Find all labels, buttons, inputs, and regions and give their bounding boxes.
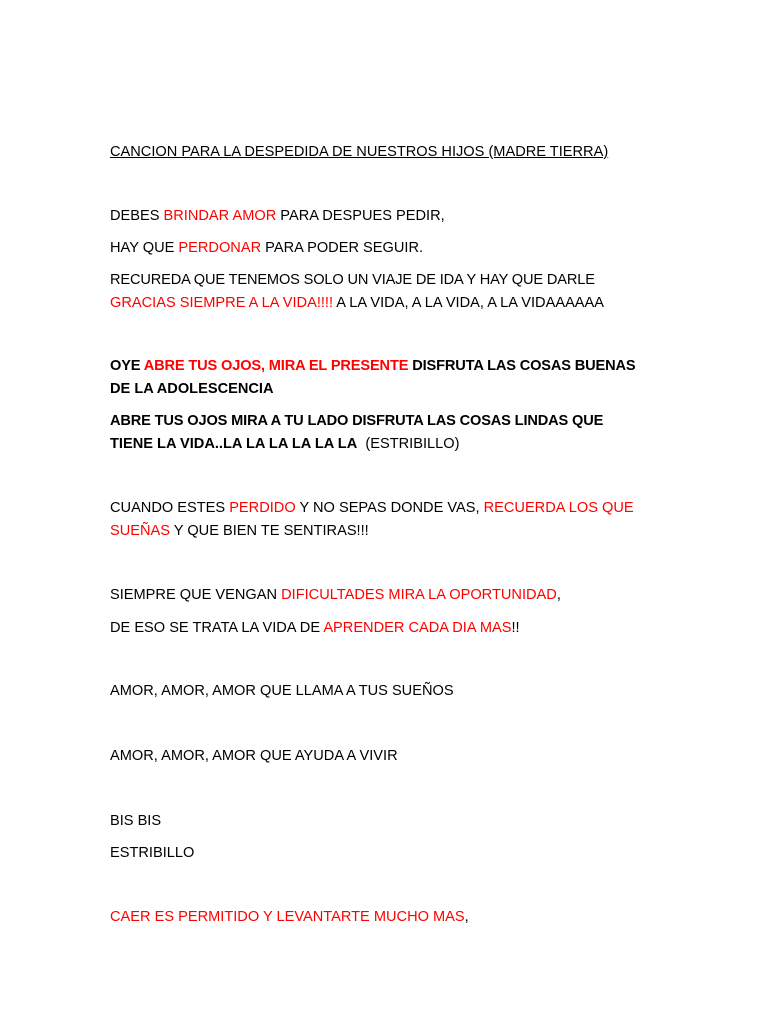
lyric-line-2 bbox=[110, 239, 670, 257]
lyric-segment: OYE bbox=[110, 358, 144, 374]
lyric-segment: BIS BIS bbox=[110, 813, 162, 829]
lyric-segment: CUANDO ESTES bbox=[110, 500, 230, 516]
lyric-segment: APRENDER CADA DIA MAS bbox=[323, 620, 512, 636]
lyric-segment: RECUREDA QUE TENEMOS SOLO UN VIAJE DE IDA Y HAY QUE DARLE bbox=[110, 272, 595, 288]
lyric-segment: PARA DESPUES PEDIR, bbox=[276, 208, 445, 224]
lyric-segment: , bbox=[464, 909, 469, 925]
chorus-line-2 bbox=[110, 380, 670, 398]
lyric-segment: Y NO SEPAS DONDE VAS, bbox=[295, 500, 484, 516]
lyric-line-4 bbox=[110, 294, 670, 312]
lyric-segment: CAER ES PERMITIDO Y LEVANTARTE MUCHO MAS bbox=[110, 909, 465, 925]
lyric-segment: !! bbox=[511, 620, 520, 636]
lyric-line-11 bbox=[110, 586, 670, 604]
chorus-line-3 bbox=[110, 412, 670, 430]
lyric-line-16 bbox=[110, 844, 670, 862]
lyric-segment: (ESTRIBILLO) bbox=[357, 436, 460, 452]
lyric-segment: PARA PODER SEGUIR. bbox=[261, 240, 424, 256]
chorus-line-1 bbox=[110, 357, 670, 375]
lyric-line-3 bbox=[110, 271, 670, 289]
lyric-segment: BRINDAR AMOR bbox=[163, 208, 277, 224]
lyric-segment: TIENE LA VIDA..LA LA LA LA LA LA bbox=[110, 436, 358, 452]
lyric-line-15 bbox=[110, 812, 670, 830]
lyric-segment: , bbox=[556, 587, 561, 603]
lyric-segment: ABRE TUS OJOS, MIRA EL PRESENTE bbox=[143, 358, 409, 374]
chorus-line-4 bbox=[110, 435, 670, 453]
lyric-segment: DISFRUTA LAS COSAS BUENAS bbox=[408, 358, 636, 374]
lyric-segment: DEBES bbox=[110, 208, 164, 224]
document-title: CANCION PARA LA DESPEDIDA DE NUESTROS HIJOS (MADRE TIERRA) bbox=[110, 144, 609, 160]
lyric-segment: PERDIDO bbox=[229, 500, 296, 516]
lyric-segment: AMOR, AMOR, AMOR QUE LLAMA A TUS SUEÑOS bbox=[110, 683, 454, 699]
lyric-segment: HAY QUE bbox=[110, 240, 179, 256]
lyric-line-17 bbox=[110, 908, 670, 926]
lyric-segment: Y QUE BIEN TE SENTIRAS!!! bbox=[170, 523, 369, 539]
lyric-segment: ESTRIBILLO bbox=[110, 845, 195, 861]
lyric-segment: ABRE TUS OJOS MIRA A TU LADO DISFRUTA LAS COSAS LINDAS QUE bbox=[110, 413, 604, 429]
lyric-segment: PERDONAR bbox=[178, 240, 262, 256]
lyric-line-14 bbox=[110, 747, 670, 765]
lyric-segment: DE ESO SE TRATA LA VIDA DE bbox=[110, 620, 324, 636]
lyric-segment: DIFICULTADES MIRA LA OPORTUNIDAD bbox=[281, 587, 557, 603]
lyric-segment: SUEÑAS bbox=[110, 523, 171, 539]
lyric-segment: DE LA ADOLESCENCIA bbox=[110, 381, 274, 397]
lyric-line-1 bbox=[110, 207, 670, 225]
lyric-line-10 bbox=[110, 522, 670, 540]
lyric-segment: A LA VIDA, A LA VIDA, A LA VIDAAAAAA bbox=[333, 295, 605, 311]
lyric-segment: AMOR, AMOR, AMOR QUE AYUDA A VIVIR bbox=[110, 748, 398, 764]
lyric-line-12 bbox=[110, 619, 670, 637]
lyric-segment: SIEMPRE QUE VENGAN bbox=[110, 587, 282, 603]
lyric-segment: GRACIAS SIEMPRE A LA VIDA!!!! bbox=[110, 295, 334, 311]
lyric-line-9 bbox=[110, 499, 670, 517]
lyric-segment: RECUERDA LOS QUE bbox=[483, 500, 634, 516]
lyric-line-13 bbox=[110, 682, 670, 700]
